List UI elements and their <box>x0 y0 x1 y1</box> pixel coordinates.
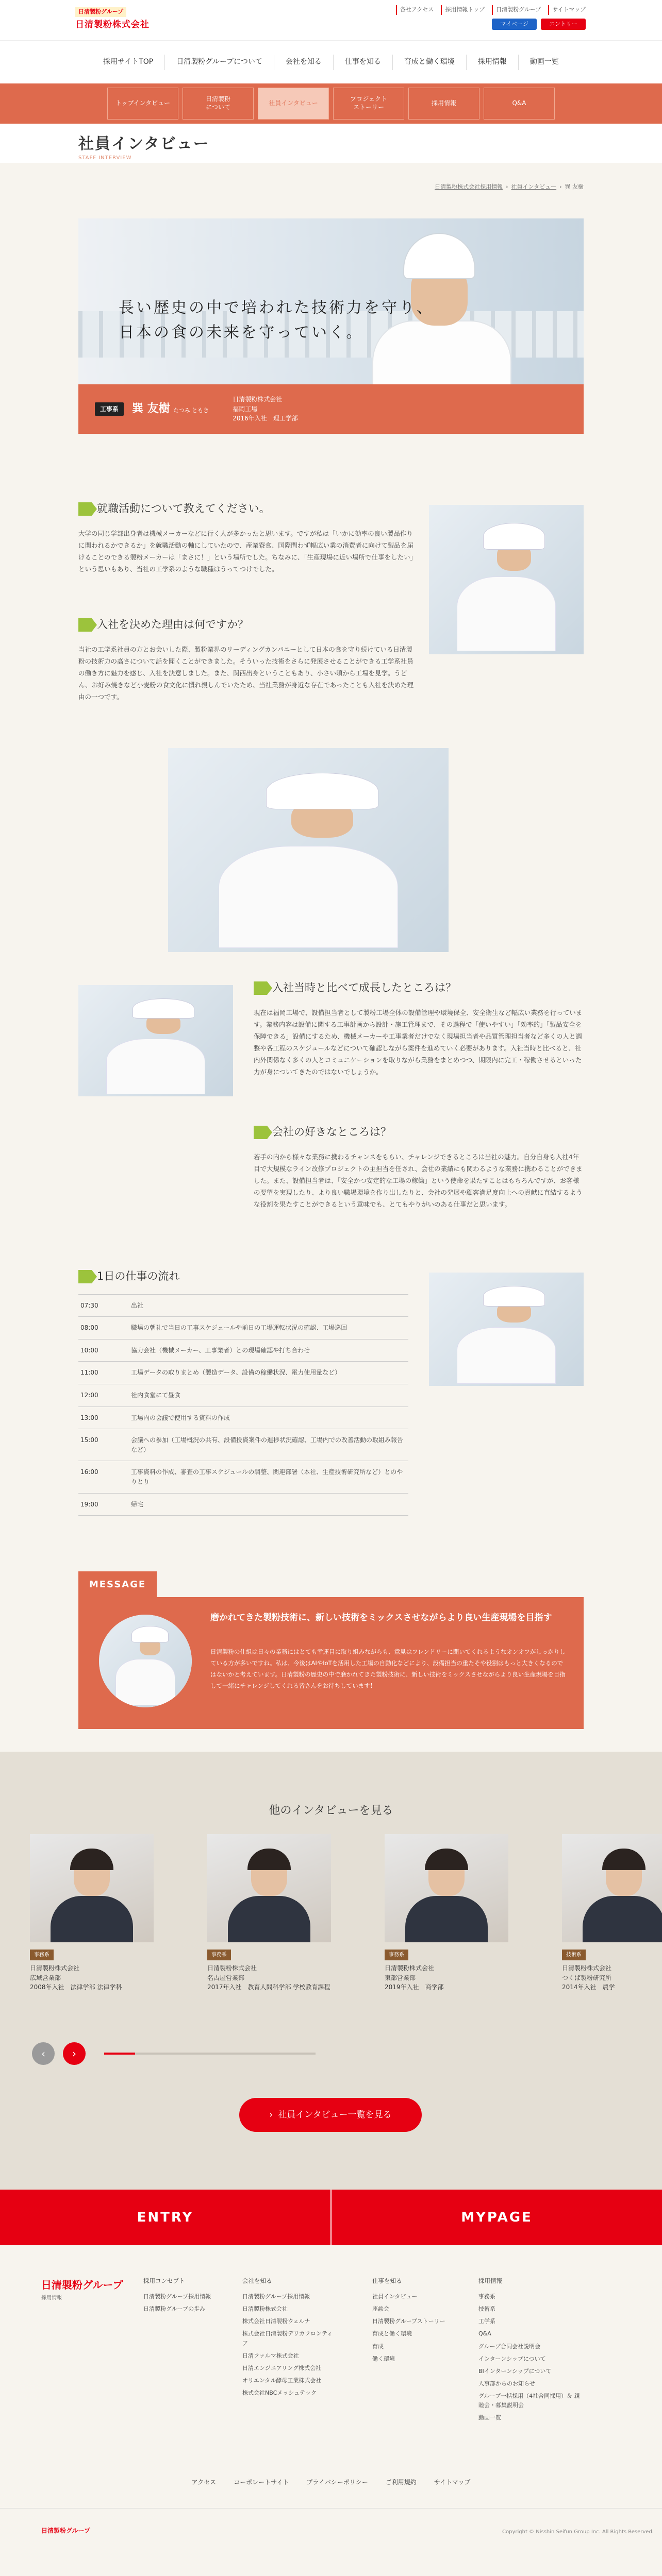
job-type-badge: 技術系 <box>562 1950 586 1960</box>
footer-col <box>478 2276 582 2426</box>
other-interviews <box>0 1752 662 2190</box>
employee-profile: 日清製粉株式会社 福岡工場 2016年入社 理工学部 <box>233 396 298 422</box>
footer-col <box>143 2276 226 2317</box>
hero-banner <box>78 218 584 434</box>
job-type-badge: 事務系 <box>207 1950 231 1960</box>
qa-section <box>254 1123 584 1210</box>
footer-link[interactable]: 事務系 <box>478 2293 495 2300</box>
chevron-right-icon[interactable]: › <box>63 2042 86 2065</box>
footer-link-privacy[interactable]: プライバシーポリシー <box>306 2479 368 2486</box>
subnav-item-project-story[interactable]: プロジェクト ストーリー <box>333 88 404 120</box>
schedule-row: 16:00 工事資料の作成、審査の工事スケジュールの調整、関連部署（本社、生産技術研究所など）とのやりとり <box>78 1461 408 1493</box>
subnav-item-recruit-info[interactable]: 採用情報 <box>408 88 479 120</box>
footer-link[interactable]: 株式会社日清製粉ウェルナ <box>242 2318 310 2325</box>
breadcrumb <box>435 182 584 192</box>
footer-col <box>242 2276 335 2401</box>
schedule-row: 11:00 工場データの取りまとめ（製造データ、設備の稼働状況、電力使用量など） <box>78 1362 408 1384</box>
chevron-right-icon: › <box>269 2109 273 2120</box>
logo-main-text: 日清製粉株式会社 <box>75 20 150 30</box>
footer-link[interactable]: グループ一括採用（4社合同採用）＆ 親睦会・募集説明会 <box>478 2393 580 2409</box>
page-title-area <box>0 124 662 163</box>
footer-link[interactable]: 育成 <box>372 2343 384 2350</box>
subnav-item-about[interactable]: 日清製粉 について <box>183 88 254 120</box>
subnav-item-staff-interview[interactable]: 社員インタビュー <box>258 88 329 120</box>
arrow-marker-icon <box>254 981 267 995</box>
footer-link[interactable]: BIインターンシップについて <box>478 2367 552 2375</box>
message-box <box>78 1597 584 1729</box>
footer-link[interactable]: 採用コンセプト <box>143 2277 185 2284</box>
question-title: 入社当時と比べて成長したところは？ <box>272 981 456 994</box>
breadcrumb-home[interactable]: 日清製粉株式会社採用情報 <box>435 183 503 190</box>
chevron-left-icon[interactable]: ‹ <box>32 2042 55 2065</box>
page-title: 社員インタビュー <box>78 135 210 153</box>
arrow-marker-icon <box>78 618 92 632</box>
site-footer <box>0 2245 662 2576</box>
hero-profile-bar <box>78 384 584 434</box>
company-logo[interactable] <box>75 6 163 32</box>
arrow-marker-icon <box>78 502 92 516</box>
answer-text: 当社の工学系社員の方とお会いした際、製粉業界のリーディングカンパニーとして日本の食を守り続けている日清製粉の技術力の高さについて話を聞くことができました。そういった技術をさらに発展させることができる工学系社員の働き方に魅力を感じ、入社を決意しました。また、関西出身ということもあり、小さい頃から工場を見学。うどん、お好み焼きなど小麦粉の食文化に慣れ親しんでいたため、当社業務が身近な存在であったことも入社を決めた理由の一つです。 <box>78 645 414 701</box>
mypage-button[interactable]: マイページ <box>492 19 537 30</box>
gnav-item-top[interactable]: 採用サイトTOP <box>103 57 154 66</box>
footer-link-access[interactable]: アクセス <box>191 2479 217 2486</box>
interview-card[interactable] <box>30 1834 154 1992</box>
footer-link[interactable]: オリエンタル酵母工業株式会社 <box>242 2377 322 2384</box>
footer-link[interactable]: 日清ファルマ株式会社 <box>242 2352 299 2359</box>
employee-kana: たつみ ともき <box>173 407 209 414</box>
entry-banner <box>0 2190 662 2245</box>
employee-photo <box>429 1273 584 1386</box>
schedule-row: 19:00 帰宅 <box>78 1494 408 1516</box>
card-profile: 日清製粉株式会社 つくば製粉研究所 2014年入社 農学 <box>562 1964 615 1991</box>
entry-link[interactable]: ENTRY <box>0 2190 332 2245</box>
schedule-row: 12:00 社内食堂にて昼食 <box>78 1384 408 1407</box>
footer-link-terms[interactable]: ご利用規約 <box>385 2479 417 2486</box>
footer-link-sitemap[interactable]: サイトマップ <box>434 2479 471 2486</box>
footer-link[interactable]: 座談会 <box>372 2306 389 2313</box>
divider <box>0 2508 662 2509</box>
sub-nav <box>0 83 662 124</box>
breadcrumb-current: 巽 友樹 <box>565 183 584 190</box>
schedule-row: 07:30 出社 <box>78 1295 408 1317</box>
footer-link[interactable]: 仕事を知る <box>372 2277 402 2284</box>
job-type-badge: 事務系 <box>30 1950 54 1960</box>
footer-link[interactable]: 株式会社NBCメッシュテック <box>242 2389 317 2397</box>
footer-link[interactable]: 育成と働く環境 <box>372 2330 412 2337</box>
message-title: 磨かれてきた製粉技術に、新しい技術をミックスさせながらより良い生産現場を目指す <box>210 1613 552 1623</box>
footer-link[interactable]: 会社を知る <box>242 2277 272 2284</box>
gnav-item-company[interactable]: 会社を知る <box>274 55 333 70</box>
entry-button[interactable]: エントリー <box>541 19 586 30</box>
footer-logo[interactable]: 日清製粉グループ 採用情報 <box>41 2279 123 2301</box>
others-title: 他のインタビューを見る <box>269 1804 393 1817</box>
page-subtitle: STAFF INTERVIEW <box>78 155 132 161</box>
footer-link[interactable]: グループ合同会社説明会 <box>478 2343 541 2350</box>
footer-link[interactable]: 工学系 <box>478 2318 495 2325</box>
schedule-row: 10:00 協力会社（機械メーカー、工事業者）との現場確認や打ち合わせ <box>78 1340 408 1362</box>
footer-small-logo[interactable]: 日清製粉グループ <box>41 2527 91 2534</box>
employee-photo <box>429 505 584 654</box>
schedule-row: 15:00 会議への参加（工場概況の共有、設備投資案件の進捗状況確認、工場内での改善活動の取組み報告など） <box>78 1429 408 1461</box>
footer-link[interactable]: 働く環境 <box>372 2355 395 2362</box>
subnav-item-top-interview[interactable]: トップインタビュー <box>107 88 178 120</box>
work-photo <box>78 985 233 1096</box>
question-title: 会社の好きなところは？ <box>272 1126 391 1138</box>
qa-section <box>254 979 584 1078</box>
qa-section <box>78 500 419 575</box>
footer-link[interactable]: Q&A <box>478 2330 491 2337</box>
global-nav <box>0 40 662 83</box>
gnav-item-movies[interactable]: 動画一覧 <box>518 55 570 70</box>
logo-group-text: 日清製粉グループ <box>75 7 126 17</box>
utility-links <box>396 5 586 15</box>
gnav-item-work[interactable]: 仕事を知る <box>333 55 392 70</box>
job-type-badge: 工事系 <box>95 402 124 416</box>
schedule-title: 1日の仕事の流れ <box>97 1270 180 1282</box>
footer-link[interactable]: インターンシップについて <box>478 2355 546 2362</box>
employee-name: 巽 友樹 <box>132 402 170 416</box>
question-title: 就職活動について教えてください。 <box>97 502 270 515</box>
utility-link-group[interactable]: 日清製粉グループ <box>492 5 541 15</box>
footer-bottom-links <box>0 2477 662 2487</box>
footer-link[interactable]: 日清製粉株式会社 <box>242 2306 288 2313</box>
gnav-item-environment[interactable]: 育成と働く環境 <box>392 55 466 70</box>
footer-link[interactable]: 日清エンジニアリング株式会社 <box>242 2364 322 2371</box>
footer-link[interactable]: 人事部からのお知らせ <box>478 2380 535 2387</box>
schedule-row: 08:00 職場の朝礼で当日の工事スケジュールや前日の工場運転状況の確認、工場巡回 <box>78 1317 408 1340</box>
breadcrumb-parent[interactable]: 社員インタビュー <box>511 183 557 190</box>
subnav-item-qa[interactable]: Q&A <box>484 88 555 120</box>
job-type-badge: 事務系 <box>385 1950 408 1960</box>
chevron-right-icon: › <box>506 183 508 190</box>
interview-list-button[interactable]: › 社員インタビュー一覧を見る <box>239 2098 422 2132</box>
arrow-marker-icon <box>254 1126 267 1139</box>
footer-col <box>372 2276 455 2367</box>
hero-catchcopy: 長い歴史の中で培われた技術力を守り、 日本の食の未来を守っていく。 <box>119 299 434 342</box>
arrow-marker-icon <box>78 1270 92 1283</box>
avatar <box>99 1615 192 1707</box>
card-photo <box>562 1834 662 1942</box>
gnav-item-group[interactable]: 日清製粉グループについて <box>164 55 274 70</box>
interview-card[interactable] <box>562 1834 662 1992</box>
qa-section <box>78 616 419 703</box>
footer-link[interactable]: 採用情報 <box>478 2277 502 2284</box>
answer-text: 現在は福岡工場で、設備担当者として製粉工場全体の設備管理や環境保全、安全衛生など幅広い業務を行っています。業務内容は設備に関する工事計画から設計・施工管理まで、その過程で「使いやすい」「効率的」「製品安全を保障できる」設備にするため、機械メーカーや工事業者だけでなく現場担当者や品質管理担当者など多くの人と調整や各工程のスケジュールなどについて確認しながら案件を進めていく必要があります。入社当時と比べると、社内外関係なく多くの人とコミュニケーションを取りながら業務をまとめつつ、期限内に完工・稼働させるといった力が身についてきたのではないでしょうか。 <box>254 1008 583 1076</box>
mypage-link[interactable]: MYPAGE <box>461 2209 533 2225</box>
answer-text: 大学の同じ学部出身者は機械メーカーなどに行く人が多かったと思います。ですが私は「いかに効率の良い製品作りに関われるかできるか」を就職活動の軸にしていたので、産業寮食、国際問わず幅広い業の消費者に向けて製品を届けることのできる製粉メーカーは「まさに！」という場所でした。ちなみに、「生産現場に近い場所で仕事をしたい」という思いもあり、当社の工学系のような職種はうってつけでした。 <box>78 529 417 573</box>
chevron-right-icon: › <box>559 183 562 190</box>
footer-link[interactable]: 動画一覧 <box>478 2414 501 2421</box>
card-profile: 日清製粉株式会社 広域営業部 2008年入社 法律学部 法律学科 <box>30 1964 122 1991</box>
interview-card[interactable] <box>385 1834 508 1992</box>
gnav-item-recruit[interactable]: 採用情報 <box>466 55 518 70</box>
site-header <box>0 0 662 40</box>
footer-link[interactable]: 日清製粉グループの歩み <box>143 2306 206 2313</box>
question-title: 入社を決めた理由は何ですか？ <box>97 618 249 631</box>
message-label: MESSAGE <box>78 1571 157 1598</box>
card-photo <box>385 1834 508 1942</box>
card-profile: 日清製粉株式会社 東部営業部 2019年入社 商学部 <box>385 1964 444 1991</box>
interview-card[interactable] <box>207 1834 331 1992</box>
card-photo <box>30 1834 154 1942</box>
daily-schedule <box>78 1267 408 1516</box>
utility-link-access[interactable]: 各社アクセス <box>396 5 434 15</box>
footer-link[interactable]: 株式会社日清製粉デリカフロンティア <box>242 2330 333 2347</box>
footer-link[interactable]: 日清製粉グループストーリー <box>372 2318 445 2325</box>
work-photo <box>168 748 449 952</box>
copyright: Copyright © Nisshin Seifun Group Inc. All Rights Reserved. <box>502 2529 654 2535</box>
message-section <box>78 1571 584 1729</box>
schedule-row: 13:00 工場内の会議で使用する資料の作成 <box>78 1407 408 1430</box>
utility-link-sitemap[interactable]: サイトマップ <box>548 5 586 15</box>
card-profile: 日清製粉株式会社 名古屋営業部 2017年入社 教育人間科学部 学校教育課程 <box>207 1964 330 1991</box>
footer-link[interactable]: 技術系 <box>478 2306 495 2313</box>
footer-link[interactable]: 社員インタビュー <box>372 2293 418 2300</box>
carousel-progress <box>104 2053 316 2055</box>
utility-link-recruit-top[interactable]: 採用情報トップ <box>441 5 485 15</box>
footer-link-corporate[interactable]: コーポレートサイト <box>234 2479 289 2486</box>
card-photo <box>207 1834 331 1942</box>
footer-link[interactable]: 日清製粉グループ採用情報 <box>143 2293 211 2300</box>
footer-link[interactable]: 日清製粉グループ採用情報 <box>242 2293 310 2300</box>
message-body: 日清製粉の仕組は日々の業務にはとても幸運目に取り組みながらも、意見はフレンドリーに聞いてくれるようなオンオフがしっかりしている方が多いですね。私は、今後はAIやIoTを活用した工場の自動化などにより、設備担当の重たそや役割はもっと大きくなるのではないかと考えています。日清製粉の歴史の中で磨かれてきた製粉技術に、新しい技術をミックスさせながらより良い生産現場を目指して一緒にチャレンジしてくれる皆さんをお待ちしています！ <box>210 1648 566 1689</box>
answer-text: 若手の内から様々な業務に携わるチャンスをもらい、チャレンジできるところは当社の魅力。自分自身も入社4年目で大規模なライン改修プロジェクトの主担当を任され、会社の業績にも関わるような業務に携わることができました。また、設備担当者は、「安全かつ安定的な工場の稼働」という使命を果たすことはもちろんですが、お客様の要望を実現したり、より良い職場環境を作り出したりと、会社の発展や顧客満足度向上への貢献に直結するような役割を果たすことができるという意味でも、とてもやりがいのある仕事だと思います。 <box>254 1153 583 1209</box>
